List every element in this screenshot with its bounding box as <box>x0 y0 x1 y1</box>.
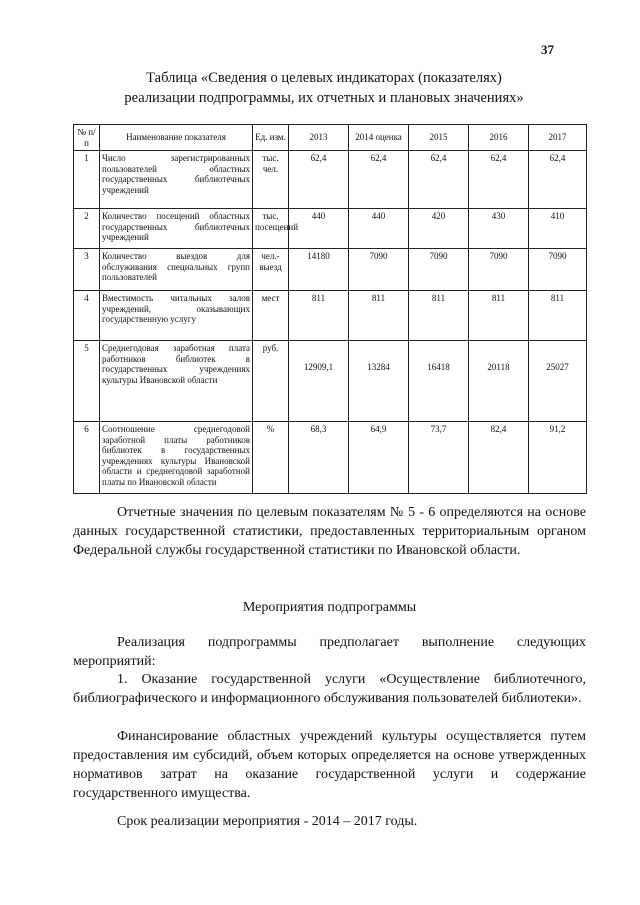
row-value-2016: 82,4 <box>469 422 529 494</box>
paragraph-implementation: Реализация подпрограммы предполагает выполнение следующих мероприятий: <box>73 635 586 669</box>
row-name: Число зарегистрированных пользователей областных государственных библиотечных учреждений <box>100 151 253 209</box>
row-value-2013: 14180 <box>289 249 349 291</box>
header-num: № п/п <box>74 125 100 151</box>
row-name: Среднегодовая заработная плата работников библиотек в государственных учреждениях культуры Ивановской области <box>100 341 253 422</box>
row-unit: мест <box>253 291 289 341</box>
row-num: 1 <box>74 151 100 209</box>
header-2015: 2015 <box>409 125 469 151</box>
row-unit: тыс. посещений <box>253 209 289 249</box>
row-value-2015: 16418 <box>409 341 469 422</box>
row-value-2015: 420 <box>409 209 469 249</box>
row-value-2015: 7090 <box>409 249 469 291</box>
table-row <box>74 209 587 249</box>
table-row <box>74 249 587 291</box>
row-value-2017: 410 <box>529 209 587 249</box>
row-value-2017: 25027 <box>529 341 587 422</box>
header-2013: 2013 <box>289 125 349 151</box>
row-value-2014: 13284 <box>349 341 409 422</box>
page-number: 37 <box>541 42 554 57</box>
row-num: 5 <box>74 341 100 422</box>
row-name: Количество посещений областных государственных библиотечных учреждений <box>100 209 253 249</box>
row-value-2015: 62,4 <box>409 151 469 209</box>
row-name: Вместимость читальных залов учреждений, оказывающих государственную услугу <box>100 291 253 341</box>
row-value-2016: 811 <box>469 291 529 341</box>
header-2017: 2017 <box>529 125 587 151</box>
row-value-2016: 62,4 <box>469 151 529 209</box>
paragraph-financing: Финансирование областных учреждений культуры осуществляется путем предоставления им субсидий, объем которых определяется на основе утвержденных нормативов затрат на оказание государственной услуги и содержание государственного имущества. <box>73 729 586 801</box>
row-value-2013: 68,3 <box>289 422 349 494</box>
indicators-table <box>73 124 587 494</box>
row-value-2013: 811 <box>289 291 349 341</box>
table-row <box>74 422 587 494</box>
row-value-2016: 20118 <box>469 341 529 422</box>
row-value-2013: 62,4 <box>289 151 349 209</box>
row-num: 4 <box>74 291 100 341</box>
row-value-2013: 12909,1 <box>289 341 349 422</box>
table-title <box>60 68 588 108</box>
table-title-line-2: реализации подпрограммы, их отчетных и плановых значениях» <box>124 90 524 106</box>
row-value-2017: 91,2 <box>529 422 587 494</box>
row-name: Соотношение среднегодовой заработной платы работников библиотек в государственных учреждениях культуры Ивановской области и среднегодовой заработной платы по Ивановской области <box>100 422 253 494</box>
row-value-2016: 7090 <box>469 249 529 291</box>
header-unit: Ед. изм. <box>253 125 289 151</box>
paragraph-measure-1: 1. Оказание государственной услуги «Осуществление библиотечного, библиографического и информационного обслуживания пользователей библиотеки». <box>73 672 586 706</box>
row-unit: чел.-выезд <box>253 249 289 291</box>
row-value-2014: 811 <box>349 291 409 341</box>
table-row <box>74 151 587 209</box>
row-value-2014: 64,9 <box>349 422 409 494</box>
row-unit: руб. <box>253 341 289 422</box>
row-value-2017: 7090 <box>529 249 587 291</box>
section-heading: Мероприятия подпрограммы <box>242 600 417 615</box>
header-name: Наименование показателя <box>100 125 253 151</box>
row-unit: % <box>253 422 289 494</box>
row-num: 3 <box>74 249 100 291</box>
row-value-2015: 811 <box>409 291 469 341</box>
row-value-2014: 62,4 <box>349 151 409 209</box>
header-2014: 2014 оценка <box>349 125 409 151</box>
row-value-2017: 811 <box>529 291 587 341</box>
table-header-row <box>74 125 587 151</box>
row-name: Количество выездов для обслуживания специальных групп пользователей <box>100 249 253 291</box>
row-value-2013: 440 <box>289 209 349 249</box>
header-2016: 2016 <box>469 125 529 151</box>
row-value-2015: 73,7 <box>409 422 469 494</box>
row-value-2014: 440 <box>349 209 409 249</box>
row-value-2014: 7090 <box>349 249 409 291</box>
paragraph-deadline: Срок реализации мероприятия - 2014 – 2017 годы. <box>117 814 418 829</box>
row-value-2016: 430 <box>469 209 529 249</box>
paragraph-reporting-values: Отчетные значения по целевым показателям № 5 - 6 определяются на основе данных государственной статистики, предоставленных территориальным органом Федеральной службы государственной статистики по Ивановской области. <box>73 505 586 558</box>
row-unit: тыс. чел. <box>253 151 289 209</box>
row-num: 6 <box>74 422 100 494</box>
table-row <box>74 291 587 341</box>
table-title-line-1: Таблица «Сведения о целевых индикаторах (показателях) <box>146 70 502 86</box>
table-row <box>74 341 587 422</box>
row-value-2017: 62,4 <box>529 151 587 209</box>
row-num: 2 <box>74 209 100 249</box>
